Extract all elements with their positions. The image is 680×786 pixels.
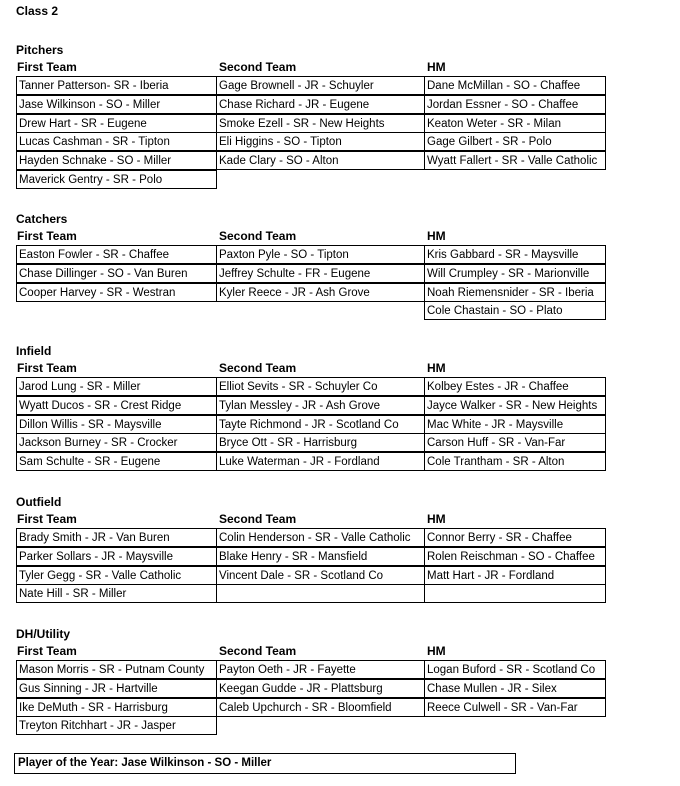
column-headers [16, 643, 616, 660]
table-cell: Lucas Cashman - SR - Tipton [16, 132, 217, 151]
section-pitchers [16, 42, 616, 190]
table-cell: Luke Waterman - JR - Fordland [216, 452, 425, 471]
table-cell: Jayce Walker - SR - New Heights [424, 396, 606, 415]
table-cell: Elliot Sevits - SR - Schuyler Co [216, 377, 425, 396]
table-cell: Gage Brownell - JR - Schuyler [216, 76, 425, 95]
table-cell: Kris Gabbard - SR - Maysville [424, 245, 606, 264]
table-cell: Maverick Gentry - SR - Polo [16, 170, 217, 189]
team-table [16, 245, 616, 321]
column-header: First Team [17, 644, 77, 658]
column-header: First Team [17, 60, 77, 74]
column-headers [16, 511, 616, 528]
column-header: First Team [17, 361, 77, 375]
table-cell: Cole Chastain - SO - Plato [424, 301, 606, 320]
column-header: Second Team [219, 512, 297, 526]
column-header: HM [427, 229, 446, 243]
player-of-the-year: Player of the Year: Jase Wilkinson - SO - Miller [14, 753, 516, 774]
table-cell: Cole Trantham - SR - Alton [424, 452, 606, 471]
column-header: First Team [17, 229, 77, 243]
table-cell: Drew Hart - SR - Eugene [16, 114, 217, 133]
table-cell [216, 584, 425, 603]
table-cell: Parker Sollars - JR - Maysville [16, 547, 217, 566]
table-cell: Wyatt Fallert - SR - Valle Catholic [424, 151, 606, 170]
section-outfield [16, 494, 616, 604]
table-cell: Chase Mullen - JR - Silex [424, 679, 606, 698]
table-cell: Paxton Pyle - SO - Tipton [216, 245, 425, 264]
table-cell: Vincent Dale - SR - Scotland Co [216, 566, 425, 585]
table-cell: Smoke Ezell - SR - New Heights [216, 114, 425, 133]
table-cell: Tyler Gegg - SR - Valle Catholic [16, 566, 217, 585]
table-cell: Kolbey Estes - JR - Chaffee [424, 377, 606, 396]
section-title: DH/Utility [16, 627, 70, 641]
table-cell: Chase Dillinger - SO - Van Buren [16, 264, 217, 283]
table-cell: Caleb Upchurch - SR - Bloomfield [216, 698, 425, 717]
table-cell: Kyler Reece - JR - Ash Grove [216, 283, 425, 302]
table-cell: Mac White - JR - Maysville [424, 415, 606, 434]
table-cell: Wyatt Ducos - SR - Crest Ridge [16, 396, 217, 415]
section-title: Outfield [16, 495, 62, 509]
column-header: Second Team [219, 644, 297, 658]
table-cell: Keaton Weter - SR - Milan [424, 114, 606, 133]
table-cell: Rolen Reischman - SO - Chaffee [424, 547, 606, 566]
section-title: Pitchers [16, 43, 64, 57]
table-cell: Mason Morris - SR - Putnam County [16, 660, 217, 679]
table-cell: Jarod Lung - SR - Miller [16, 377, 217, 396]
table-cell: Carson Huff - SR - Van-Far [424, 433, 606, 452]
column-header: First Team [17, 512, 77, 526]
team-table [16, 377, 616, 472]
table-cell: Easton Fowler - SR - Chaffee [16, 245, 217, 264]
table-cell: Keegan Gudde - JR - Plattsburg [216, 679, 425, 698]
column-header: HM [427, 512, 446, 526]
column-header: HM [427, 60, 446, 74]
table-cell: Hayden Schnake - SO - Miller [16, 151, 217, 170]
team-table [16, 660, 616, 736]
column-header: Second Team [219, 361, 297, 375]
table-cell: Gus Sinning - JR - Hartville [16, 679, 217, 698]
section-title: Catchers [16, 212, 68, 226]
table-cell: Treyton Ritchhart - JR - Jasper [16, 716, 217, 735]
table-cell: Reece Culwell - SR - Van-Far [424, 698, 606, 717]
table-cell: Logan Buford - SR - Scotland Co [424, 660, 606, 679]
table-cell: Jackson Burney - SR - Crocker [16, 433, 217, 452]
section-dh-utility [16, 626, 616, 736]
team-table [16, 76, 616, 190]
table-cell: Gage Gilbert - SR - Polo [424, 132, 606, 151]
table-cell: Cooper Harvey - SR - Westran [16, 283, 217, 302]
page-title: Class 2 [16, 4, 59, 18]
table-cell: Connor Berry - SR - Chaffee [424, 528, 606, 547]
section-catchers [16, 211, 616, 321]
table-cell: Tanner Patterson- SR - Iberia [16, 76, 217, 95]
table-cell: Dillon Willis - SR - Maysville [16, 415, 217, 434]
table-cell: Will Crumpley - SR - Marionville [424, 264, 606, 283]
table-cell: Jeffrey Schulte - FR - Eugene [216, 264, 425, 283]
column-headers [16, 360, 616, 377]
table-cell: Bryce Ott - SR - Harrisburg [216, 433, 425, 452]
section-title: Infield [16, 344, 52, 358]
table-cell: Sam Schulte - SR - Eugene [16, 452, 217, 471]
table-cell: Ike DeMuth - SR - Harrisburg [16, 698, 217, 717]
column-header: HM [427, 361, 446, 375]
column-headers [16, 59, 616, 76]
column-header: HM [427, 644, 446, 658]
table-cell: Noah Riemensnider - SR - Iberia [424, 283, 606, 302]
table-cell: Tayte Richmond - JR - Scotland Co [216, 415, 425, 434]
column-header: Second Team [219, 60, 297, 74]
table-cell: Eli Higgins - SO - Tipton [216, 132, 425, 151]
column-header: Second Team [219, 229, 297, 243]
table-cell: Jase Wilkinson - SO - Miller [16, 95, 217, 114]
table-cell: Blake Henry - SR - Mansfield [216, 547, 425, 566]
table-cell: Payton Oeth - JR - Fayette [216, 660, 425, 679]
section-infield [16, 343, 616, 472]
table-cell: Jordan Essner - SO - Chaffee [424, 95, 606, 114]
table-cell: Brady Smith - JR - Van Buren [16, 528, 217, 547]
team-table [16, 528, 616, 604]
table-cell: Nate Hill - SR - Miller [16, 584, 217, 603]
table-cell: Colin Henderson - SR - Valle Catholic [216, 528, 425, 547]
table-cell: Tylan Messley - JR - Ash Grove [216, 396, 425, 415]
table-cell: Kade Clary - SO - Alton [216, 151, 425, 170]
column-headers [16, 228, 616, 245]
table-cell: Matt Hart - JR - Fordland [424, 566, 606, 585]
table-cell: Chase Richard - JR - Eugene [216, 95, 425, 114]
table-cell: Dane McMillan - SO - Chaffee [424, 76, 606, 95]
table-cell [424, 584, 606, 603]
